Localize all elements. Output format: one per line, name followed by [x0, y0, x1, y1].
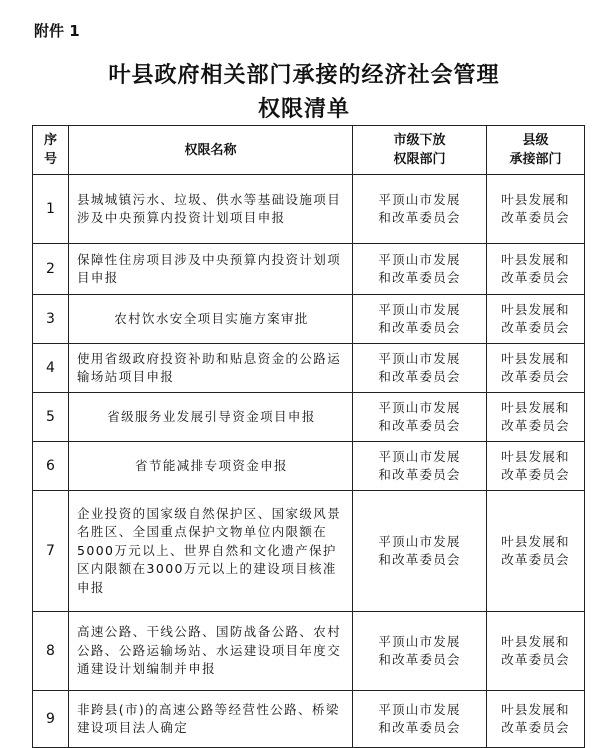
table-row: [33, 244, 585, 295]
header-county-dept: 县级 承接部门: [487, 126, 585, 175]
row-permission-name: 保障性住房项目涉及中央预算内投资计划项目申报: [69, 244, 353, 295]
table-row: [33, 393, 585, 442]
row-seq: 9: [33, 691, 69, 748]
row-permission-name: 省级服务业发展引导资金项目申报: [69, 393, 353, 442]
row-seq: 3: [33, 295, 69, 344]
row-city-dept: 平顶山市发展 和改革委员会: [353, 393, 487, 442]
row-city-dept: 平顶山市发展 和改革委员会: [353, 442, 487, 491]
row-city-dept: 平顶山市发展 和改革委员会: [353, 491, 487, 612]
row-county-dept: 叶县发展和 改革委员会: [487, 344, 585, 393]
row-city-dept: 平顶山市发展 和改革委员会: [353, 691, 487, 748]
row-county-dept: 叶县发展和 改革委员会: [487, 295, 585, 344]
row-permission-name: 企业投资的国家级自然保护区、国家级风景名胜区、全国重点保护文物单位内限额在5000万元以上、世界自然和文化遗产保护区内限额在3000万元以上的建设项目核准申报: [69, 491, 353, 612]
row-county-dept: 叶县发展和 改革委员会: [487, 175, 585, 244]
header-city-dept: 市级下放 权限部门: [353, 126, 487, 175]
row-seq: 8: [33, 612, 69, 691]
row-county-dept: 叶县发展和 改革委员会: [487, 691, 585, 748]
row-county-dept: 叶县发展和 改革委员会: [487, 491, 585, 612]
page-title: 叶县政府相关部门承接的经济社会管理: [108, 63, 500, 88]
row-city-dept: 平顶山市发展 和改革委员会: [353, 344, 487, 393]
attachment-label: 附件 1: [34, 22, 80, 40]
row-county-dept: 叶县发展和 改革委员会: [487, 244, 585, 295]
row-seq: 2: [33, 244, 69, 295]
table-row: [33, 175, 585, 244]
table-row: [33, 295, 585, 344]
table-header-row: [33, 126, 585, 175]
row-county-dept: 叶县发展和 改革委员会: [487, 393, 585, 442]
row-seq: 6: [33, 442, 69, 491]
row-seq: 1: [33, 175, 69, 244]
permissions-table: [32, 125, 585, 748]
row-permission-name: 县城城镇污水、垃圾、供水等基础设施项目涉及中央预算内投资计划项目申报: [69, 175, 353, 244]
row-city-dept: 平顶山市发展 和改革委员会: [353, 244, 487, 295]
row-seq: 7: [33, 491, 69, 612]
row-permission-name: 省节能减排专项资金申报: [69, 442, 353, 491]
table-row: [33, 344, 585, 393]
row-permission-name: 使用省级政府投资补助和贴息资金的公路运输场站项目申报: [69, 344, 353, 393]
row-permission-name: 农村饮水安全项目实施方案审批: [69, 295, 353, 344]
table-row: [33, 612, 585, 691]
header-name: 权限名称: [69, 126, 353, 175]
row-seq: 4: [33, 344, 69, 393]
row-county-dept: 叶县发展和 改革委员会: [487, 612, 585, 691]
row-seq: 5: [33, 393, 69, 442]
row-county-dept: 叶县发展和 改革委员会: [487, 442, 585, 491]
row-city-dept: 平顶山市发展 和改革委员会: [353, 175, 487, 244]
row-city-dept: 平顶山市发展 和改革委员会: [353, 612, 487, 691]
header-seq: 序 号: [33, 126, 69, 175]
table-row: [33, 442, 585, 491]
row-permission-name: 高速公路、干线公路、国防战备公路、农村公路、公路运输场站、水运建设项目年度交通建设计划编制并申报: [69, 612, 353, 691]
row-permission-name: 非跨县(市)的高速公路等经营性公路、桥梁建设项目法人确定: [69, 691, 353, 748]
table-row: [33, 491, 585, 612]
page-title-line2: 权限清单: [257, 97, 350, 122]
row-city-dept: 平顶山市发展 和改革委员会: [353, 295, 487, 344]
table-row: [33, 691, 585, 748]
